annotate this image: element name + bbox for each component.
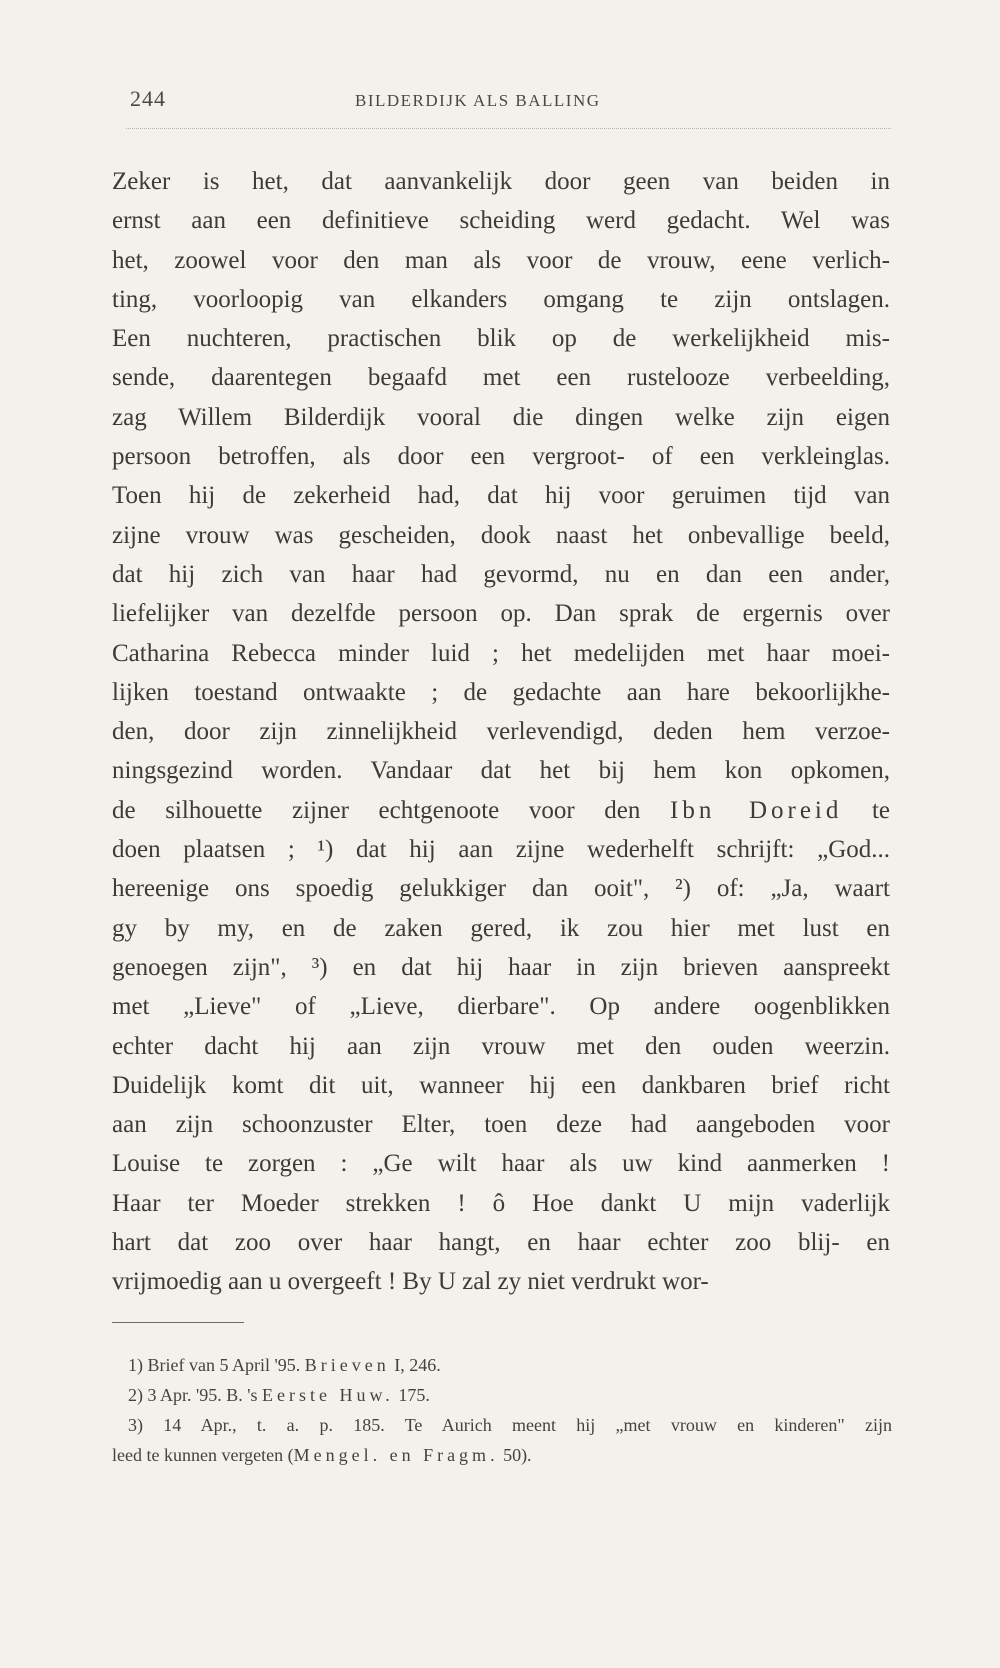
text-line: sende, daarentegen begaafd met een rustelooze verbeelding, xyxy=(112,364,890,392)
page-number: 244 xyxy=(130,86,166,111)
text-line: Duidelijk komt dit uit, wanneer hij een dankbaren brief richt xyxy=(112,1071,890,1099)
text-line: ningsgezind worden. Vandaar dat het bij hem kon opkomen, xyxy=(112,757,890,785)
text-line: persoon betroffen, als door een vergroot- of een verkleinglas. xyxy=(112,443,890,471)
footnote-3-continued xyxy=(112,1440,892,1470)
running-head: BILDERDIJK ALS BALLING xyxy=(355,91,601,110)
footnote-text: 2) 3 Apr. '95. B. 's xyxy=(128,1385,258,1405)
text-line: Zeker is het, dat aanvankelijk door geen van beiden in xyxy=(112,168,890,195)
text-line: genoegen zijn", ³) en dat hij haar in zijn brieven aanspreekt xyxy=(112,953,890,981)
body-text xyxy=(112,162,890,1302)
text-line: het, zoowel voor den man als voor de vrouw, eene verlich- xyxy=(112,246,890,274)
text-line: Haar ter Moeder strekken ! ô Hoe dankt U mijn vaderlijk xyxy=(112,1189,890,1217)
text-line: lijken toestand ontwaakte ; de gedachte aan hare bekoorlijkhe- xyxy=(112,678,890,706)
text-line: dat hij zich van haar had gevormd, nu en dan een ander, xyxy=(112,560,890,588)
spaced-title: Ibn Doreid xyxy=(670,796,843,824)
text-line xyxy=(112,791,890,830)
text-line: vrijmoedig aan u overgeeft ! By U zal zy niet verdrukt wor- xyxy=(112,1268,709,1296)
text-line: Een nuchteren, practischen blik op de werkelijkheid mis- xyxy=(112,325,890,353)
text-line: Louise te zorgen : „Ge wilt haar als uw kind aanmerken ! xyxy=(112,1150,890,1178)
text-line: liefelijker van dezelfde persoon op. Dan sprak de ergernis over xyxy=(112,600,890,628)
footnote-text: 175. xyxy=(398,1385,430,1405)
text-line: echter dacht hij aan zijn vrouw met den ouden weerzin. xyxy=(112,1032,890,1060)
footnotes xyxy=(112,1350,892,1470)
text-line: hart dat zoo over haar hangt, en haar echter zoo blij- en xyxy=(112,1229,890,1257)
text-line: Catharina Rebecca minder luid ; het medelijden met haar moei- xyxy=(112,639,890,667)
header-rule xyxy=(126,128,891,129)
text-line: aan zijn schoonzuster Elter, toen deze had aangeboden voor xyxy=(112,1111,890,1139)
text-line: met „Lieve" of „Lieve, dierbare". Op andere oogenblikken xyxy=(112,993,890,1021)
footnote-text: I, 246. xyxy=(394,1355,441,1375)
text-line: Toen hij de zekerheid had, dat hij voor geruimen tijd van xyxy=(112,482,890,510)
text-line: ernst aan een definitieve scheiding werd gedacht. Wel was xyxy=(112,207,890,235)
footnote-text: leed te kunnen vergeten ( xyxy=(112,1445,294,1465)
page-header xyxy=(130,86,892,116)
footnote-spaced-title: Mengel. en Fragm. xyxy=(293,1445,499,1465)
footnote-3: 3) 14 Apr., t. a. p. 185. Te Aurich meent hij „met vrouw en kinderen" zijn xyxy=(128,1415,892,1435)
footnote-1 xyxy=(112,1350,892,1380)
text-line: doen plaatsen ; ¹) dat hij aan zijne wederhelft schrijft: „God... xyxy=(112,836,890,864)
footnote-text: 50). xyxy=(503,1445,532,1465)
text-line: hereenige ons spoedig gelukkiger dan ooit", ²) of: „Ja, waart xyxy=(112,875,890,903)
footnote-spaced-title: Eerste Huw. xyxy=(262,1385,394,1405)
footnote-2 xyxy=(112,1380,892,1410)
text-line: gy by my, en de zaken gered, ik zou hier met lust en xyxy=(112,914,890,942)
footnote-text: 1) Brief van 5 April '95. xyxy=(128,1355,301,1375)
text-line: zijne vrouw was gescheiden, dook naast het onbevallige beeld, xyxy=(112,521,890,549)
footnote-spaced-title: Brieven xyxy=(304,1355,390,1375)
text-segment: te xyxy=(871,796,891,824)
text-segment: de silhouette zijner echtgenoote voor den xyxy=(112,796,641,824)
text-line: zag Willem Bilderdijk vooral die dingen welke zijn eigen xyxy=(112,403,890,431)
text-line: ting, voorloopig van elkanders omgang te zijn ontslagen. xyxy=(112,285,890,313)
text-line: den, door zijn zinnelijkheid verlevendigd, deden hem verzoe- xyxy=(112,718,890,746)
footnote-rule xyxy=(112,1322,244,1323)
